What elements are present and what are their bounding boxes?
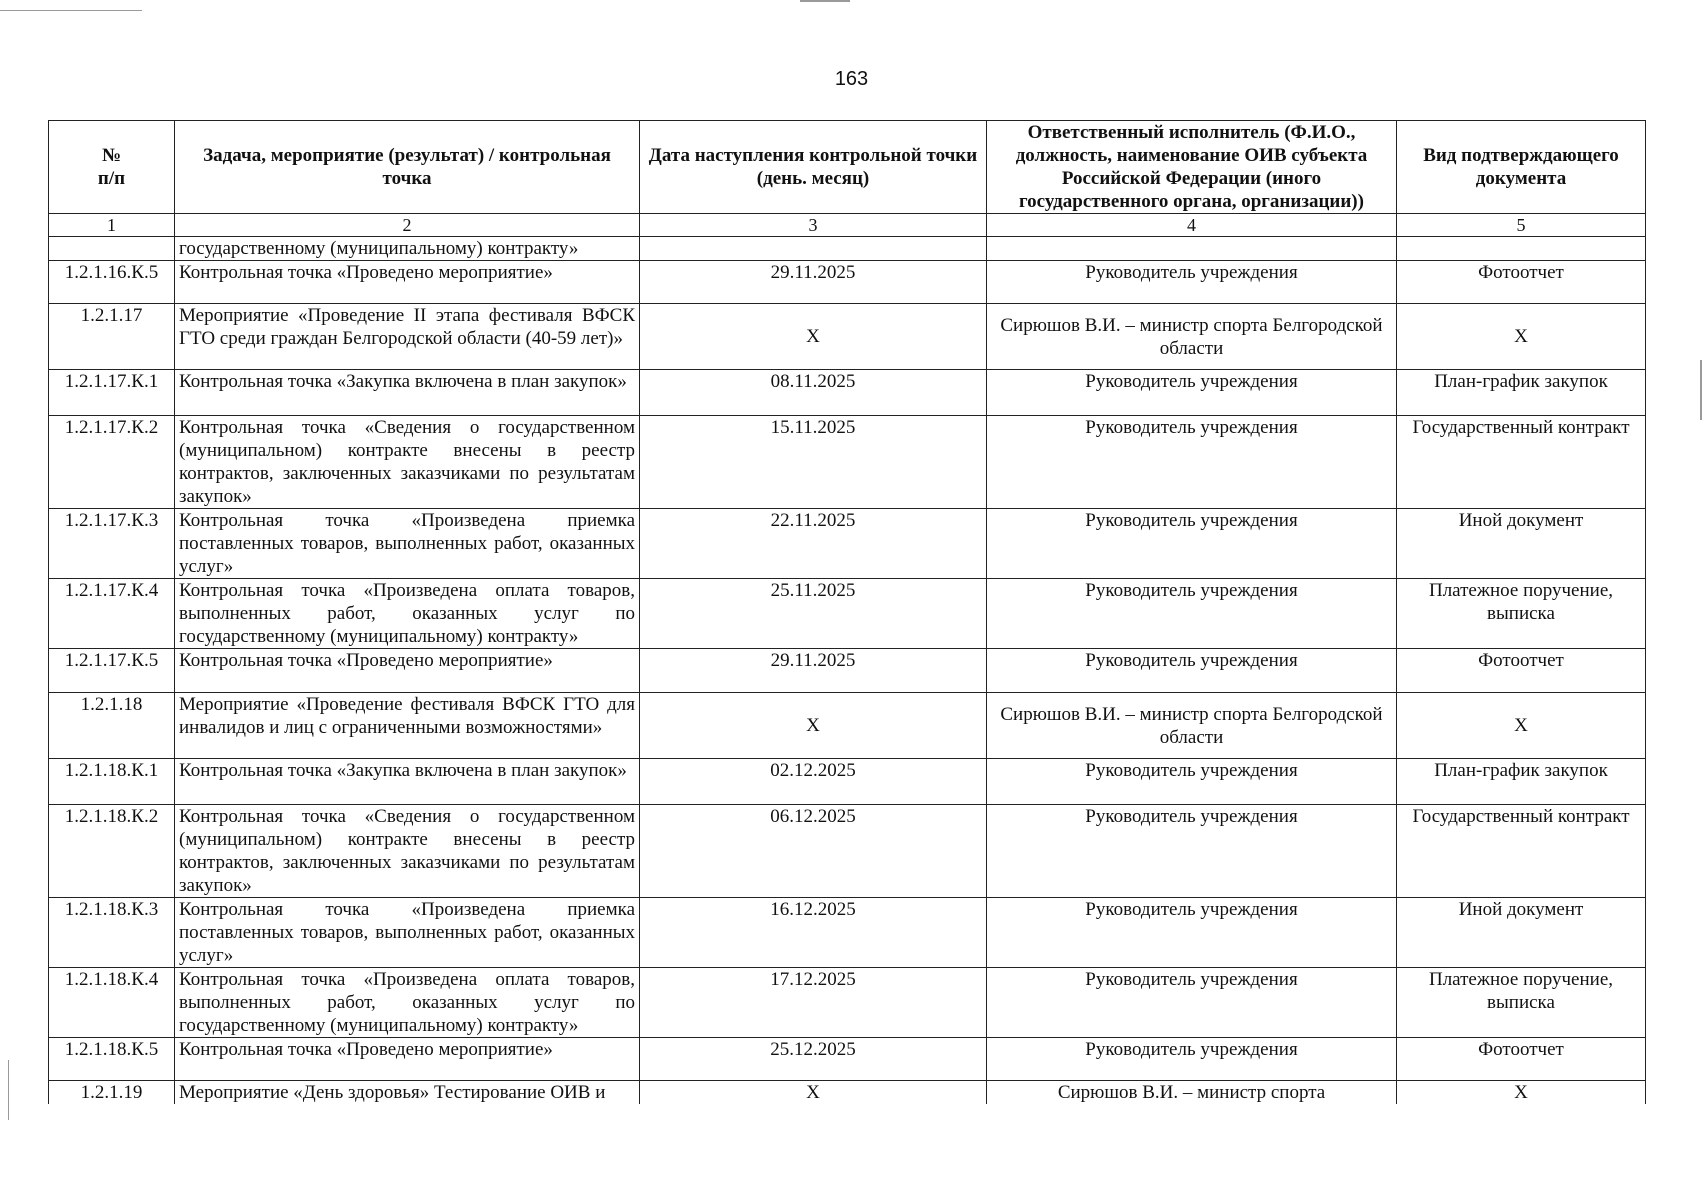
row-number: 1.2.1.17.К.3	[49, 509, 175, 579]
row-number: 1.2.1.18.К.3	[49, 898, 175, 968]
row-number	[49, 237, 175, 261]
row-document: Платежное поручение, выписка	[1397, 579, 1646, 649]
row-number: 1.2.1.18.К.1	[49, 759, 175, 805]
table-row	[49, 261, 1646, 304]
column-number-row	[49, 214, 1646, 237]
row-task: Мероприятие «Проведение фестиваля ВФСК ГТО для инвалидов и лиц с ограниченными возможностями»	[175, 693, 640, 759]
row-task: Контрольная точка «Произведена приемка поставленных товаров, выполненных работ, оказанных услуг»	[175, 509, 640, 579]
row-executor: Руководитель учреждения	[987, 370, 1397, 416]
row-document	[1397, 237, 1646, 261]
row-executor: Руководитель учреждения	[987, 649, 1397, 693]
row-number: 1.2.1.18.К.2	[49, 805, 175, 898]
row-executor: Руководитель учреждения	[987, 416, 1397, 509]
table-header-row	[49, 121, 1646, 214]
row-document: Х	[1397, 304, 1646, 370]
control-points-table	[48, 120, 1646, 1104]
table-row	[49, 1038, 1646, 1081]
row-executor: Руководитель учреждения	[987, 898, 1397, 968]
row-task: Контрольная точка «Закупка включена в план закупок»	[175, 370, 640, 416]
row-document: Х	[1397, 1081, 1646, 1105]
row-task: Контрольная точка «Произведена оплата товаров, выполненных работ, оказанных услуг по государственному (муниципальному) контракту»	[175, 579, 640, 649]
scan-line-top-center	[800, 0, 850, 2]
row-task: Контрольная точка «Сведения о государственном (муниципальном) контракте внесены в реестр контрактов, заключенных заказчиками по результатам закупок»	[175, 805, 640, 898]
header-executor: Ответственный исполнитель (Ф.И.О., должность, наименование ОИВ субъекта Российской Федерации (иного государственного органа, организации))	[987, 121, 1397, 214]
row-date: 29.11.2025	[640, 261, 987, 304]
row-task: Контрольная точка «Проведено мероприятие»	[175, 261, 640, 304]
row-date: 25.12.2025	[640, 1038, 987, 1081]
row-date: 29.11.2025	[640, 649, 987, 693]
row-task: Контрольная точка «Проведено мероприятие»	[175, 1038, 640, 1081]
row-executor: Руководитель учреждения	[987, 805, 1397, 898]
table-row	[49, 509, 1646, 579]
row-task: Контрольная точка «Проведено мероприятие»	[175, 649, 640, 693]
table-row	[49, 898, 1646, 968]
scan-line-top-left	[0, 10, 142, 11]
column-number: 2	[175, 214, 640, 237]
row-executor: Руководитель учреждения	[987, 1038, 1397, 1081]
row-document: Х	[1397, 693, 1646, 759]
row-task: Мероприятие «Проведение II этапа фестиваля ВФСК ГТО среди граждан Белгородской области (40-59 лет)»	[175, 304, 640, 370]
table-row	[49, 579, 1646, 649]
row-date: Х	[640, 1081, 987, 1105]
row-document: Платежное поручение, выписка	[1397, 968, 1646, 1038]
page-number: 163	[834, 68, 869, 90]
row-number: 1.2.1.17	[49, 304, 175, 370]
row-date	[640, 237, 987, 261]
row-executor: Руководитель учреждения	[987, 579, 1397, 649]
row-date: 17.12.2025	[640, 968, 987, 1038]
scan-line-right	[1700, 360, 1702, 420]
row-date: Х	[640, 304, 987, 370]
row-task: государственному (муниципальному) контракту»	[175, 237, 640, 261]
row-date: Х	[640, 693, 987, 759]
row-number: 1.2.1.17.К.5	[49, 649, 175, 693]
row-document: Иной документ	[1397, 509, 1646, 579]
row-date: 02.12.2025	[640, 759, 987, 805]
row-task: Контрольная точка «Закупка включена в план закупок»	[175, 759, 640, 805]
table-row	[49, 968, 1646, 1038]
row-document: Государственный контракт	[1397, 805, 1646, 898]
row-number: 1.2.1.19	[49, 1081, 175, 1105]
row-document: План-график закупок	[1397, 759, 1646, 805]
table-row	[49, 759, 1646, 805]
row-date: 16.12.2025	[640, 898, 987, 968]
table-row	[49, 649, 1646, 693]
row-executor: Руководитель учреждения	[987, 759, 1397, 805]
row-task: Контрольная точка «Произведена приемка поставленных товаров, выполненных работ, оказанных услуг»	[175, 898, 640, 968]
row-number: 1.2.1.17.К.4	[49, 579, 175, 649]
row-document: Фотоотчет	[1397, 1038, 1646, 1081]
column-number: 3	[640, 214, 987, 237]
row-number: 1.2.1.18	[49, 693, 175, 759]
row-executor: Руководитель учреждения	[987, 261, 1397, 304]
row-number: 1.2.1.17.К.2	[49, 416, 175, 509]
header-number: № п/п	[49, 121, 175, 214]
scan-line-left	[8, 1060, 9, 1120]
row-date: 22.11.2025	[640, 509, 987, 579]
row-date: 08.11.2025	[640, 370, 987, 416]
table-row	[49, 304, 1646, 370]
table-row	[49, 1081, 1646, 1105]
header-document: Вид подтверждающего документа	[1397, 121, 1646, 214]
row-document: Фотоотчет	[1397, 261, 1646, 304]
row-number: 1.2.1.18.К.5	[49, 1038, 175, 1081]
table-row	[49, 370, 1646, 416]
row-number: 1.2.1.16.К.5	[49, 261, 175, 304]
row-executor: Сирюшов В.И. – министр спорта	[987, 1081, 1397, 1105]
row-date: 25.11.2025	[640, 579, 987, 649]
row-number: 1.2.1.18.К.4	[49, 968, 175, 1038]
row-executor: Руководитель учреждения	[987, 968, 1397, 1038]
row-executor: Руководитель учреждения	[987, 509, 1397, 579]
column-number: 4	[987, 214, 1397, 237]
table-row	[49, 416, 1646, 509]
row-date: 06.12.2025	[640, 805, 987, 898]
table-row	[49, 237, 1646, 261]
table-row	[49, 693, 1646, 759]
row-number: 1.2.1.17.К.1	[49, 370, 175, 416]
header-task: Задача, мероприятие (результат) / контрольная точка	[175, 121, 640, 214]
table-row	[49, 805, 1646, 898]
column-number: 5	[1397, 214, 1646, 237]
row-document: Государственный контракт	[1397, 416, 1646, 509]
column-number: 1	[49, 214, 175, 237]
row-executor: Сирюшов В.И. – министр спорта Белгородской области	[987, 693, 1397, 759]
row-task: Контрольная точка «Сведения о государственном (муниципальном) контракте внесены в реестр контрактов, заключенных заказчиками по результатам закупок»	[175, 416, 640, 509]
row-executor: Сирюшов В.И. – министр спорта Белгородской области	[987, 304, 1397, 370]
row-document: Иной документ	[1397, 898, 1646, 968]
row-task: Мероприятие «День здоровья» Тестирование ОИВ и	[175, 1081, 640, 1105]
row-date: 15.11.2025	[640, 416, 987, 509]
row-document: Фотоотчет	[1397, 649, 1646, 693]
row-document: План-график закупок	[1397, 370, 1646, 416]
header-date: Дата наступления контрольной точки (день. месяц)	[640, 121, 987, 214]
row-task: Контрольная точка «Произведена оплата товаров, выполненных работ, оказанных услуг по государственному (муниципальному) контракту»	[175, 968, 640, 1038]
row-executor	[987, 237, 1397, 261]
